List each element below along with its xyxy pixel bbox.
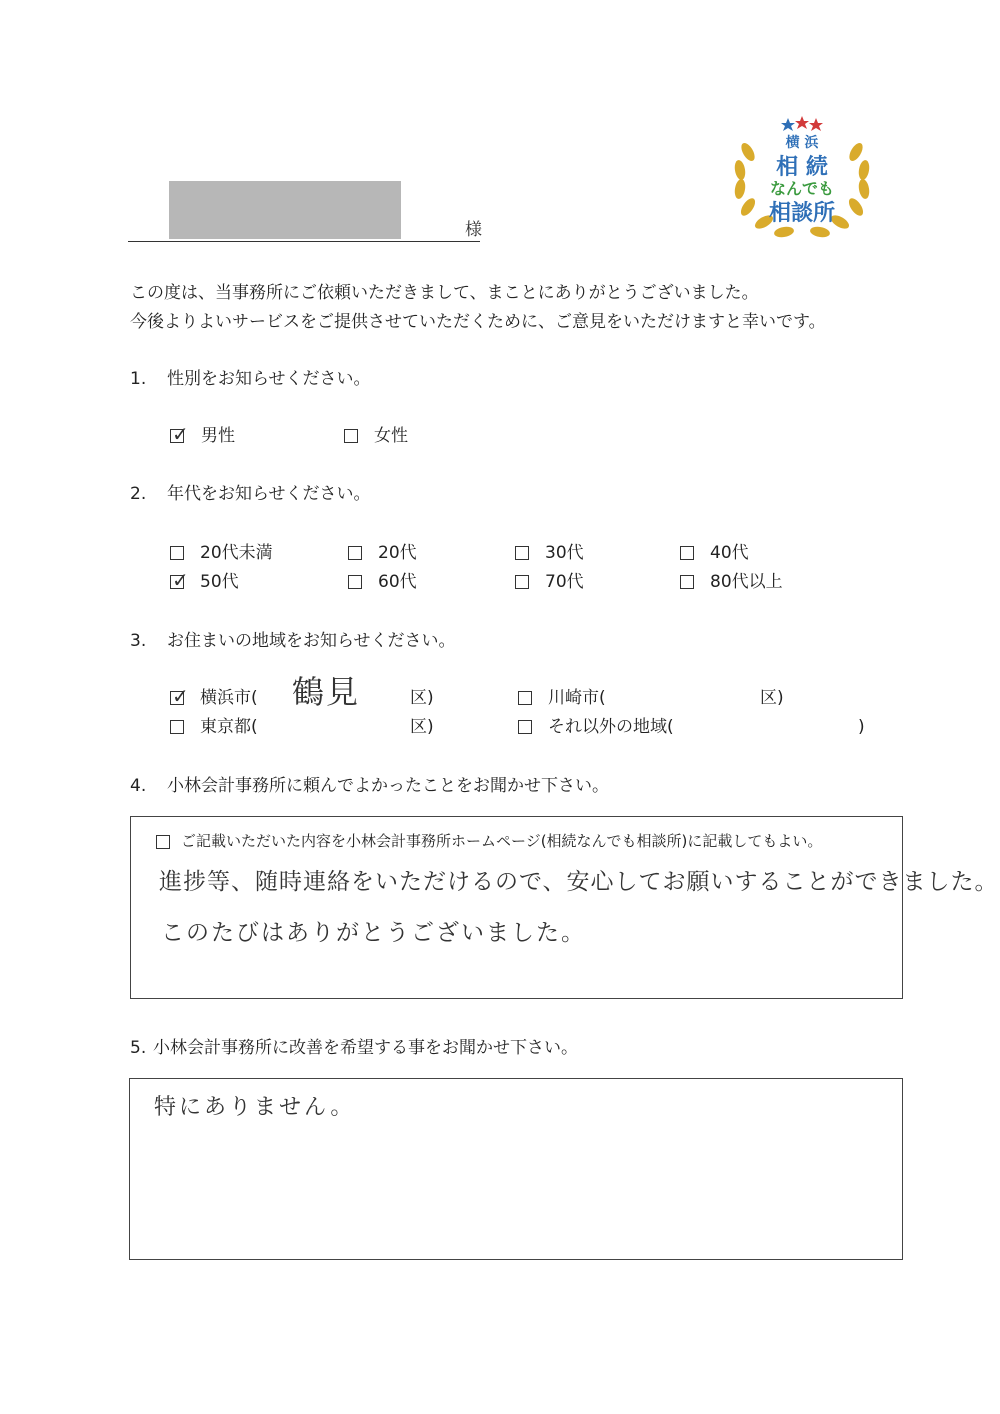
q3-handwritten-ward: 鶴見 <box>292 673 361 711</box>
q3-label-other: それ以外の地域( <box>548 717 674 737</box>
checkmark-icon: ✓ <box>172 684 189 708</box>
q3-checkbox-kawasaki[interactable] <box>518 691 532 705</box>
checkmark-icon: ✓ <box>172 568 189 592</box>
q5-number: 5. <box>130 1038 147 1058</box>
q5-question: 小林会計事務所に改善を希望する事をお聞かせ下さい。 <box>153 1038 578 1058</box>
logo-text-nandemo: なんでも <box>769 179 834 198</box>
q2-question: 年代をお知らせください。 <box>167 484 371 504</box>
q3-label-kawasaki: 川崎市( <box>548 688 606 708</box>
q1-question: 性別をお知らせください。 <box>167 369 371 389</box>
q2-checkbox-30s[interactable] <box>515 546 529 560</box>
q4-consent-label: ご記載いただいた内容を小林会計事務所ホームページ(相続なんでも相談所)に記載してもよい。 <box>181 832 823 850</box>
q4-handwritten-answer-line-1: 進捗等、随時連絡をいただけるので、安心してお願いすることができました。 <box>159 869 999 895</box>
q3-suffix-kawasaki: 区) <box>760 688 784 708</box>
q4-consent-checkbox[interactable] <box>156 835 170 849</box>
intro-line-2: 今後よりよいサービスをご提供させていただくために、ご意見をいただけますと幸いです。 <box>130 312 826 332</box>
q2-label-60s: 60代 <box>378 572 417 592</box>
q3-suffix-tokyo: 区) <box>410 717 434 737</box>
q3-number: 3. <box>130 631 147 651</box>
q5-answer-box[interactable] <box>129 1078 903 1260</box>
q2-label-80plus: 80代以上 <box>710 572 783 592</box>
logo-text-souzoku: 相 続 <box>776 155 828 180</box>
q3-checkbox-other[interactable] <box>518 720 532 734</box>
q1-number: 1. <box>130 369 147 389</box>
recipient-honorific: 様 <box>465 220 482 240</box>
checkmark-icon: ✓ <box>172 422 189 446</box>
q4-question: 小林会計事務所に頼んでよかったことをお聞かせ下さい。 <box>167 776 609 796</box>
q2-label-20s: 20代 <box>378 543 417 563</box>
q2-checkbox-80plus[interactable] <box>680 575 694 589</box>
q3-checkbox-tokyo[interactable] <box>170 720 184 734</box>
q2-label-under20: 20代未満 <box>200 543 273 563</box>
q2-checkbox-under20[interactable] <box>170 546 184 560</box>
logo-emblem <box>726 112 878 244</box>
q2-checkbox-40s[interactable] <box>680 546 694 560</box>
redacted-recipient-name <box>169 181 401 239</box>
q2-checkbox-70s[interactable] <box>515 575 529 589</box>
q2-checkbox-20s[interactable] <box>348 546 362 560</box>
q1-label-male: 男性 <box>201 426 235 446</box>
q4-answer-box[interactable] <box>130 816 999 999</box>
q5-handwritten-answer: 特にありません。 <box>154 1095 356 1120</box>
q2-label-40s: 40代 <box>710 543 749 563</box>
q3-label-tokyo: 東京都( <box>200 717 258 737</box>
recipient-name-underline <box>128 241 480 242</box>
logo-text-soudanjo: 相談所 <box>768 201 835 226</box>
q4-handwritten-answer-line-2: このたびはありがとうございました。 <box>161 920 586 946</box>
q4-number: 4. <box>130 776 147 796</box>
logo-text-yokohama: 横 浜 <box>785 135 819 151</box>
q3-suffix-other: ) <box>858 717 865 737</box>
q3-suffix-yokohama: 区) <box>410 688 434 708</box>
q2-label-50s: 50代 <box>200 572 239 592</box>
q2-label-30s: 30代 <box>545 543 584 563</box>
q3-question: お住まいの地域をお知らせください。 <box>167 631 456 651</box>
q2-label-70s: 70代 <box>545 572 584 592</box>
q1-label-female: 女性 <box>374 426 408 446</box>
q3-label-yokohama: 横浜市( <box>200 688 258 708</box>
q2-checkbox-60s[interactable] <box>348 575 362 589</box>
q1-checkbox-female[interactable] <box>344 429 358 443</box>
intro-line-1: この度は、当事務所にご依頼いただきまして、まことにありがとうございました。 <box>130 283 759 303</box>
q2-number: 2. <box>130 484 147 504</box>
